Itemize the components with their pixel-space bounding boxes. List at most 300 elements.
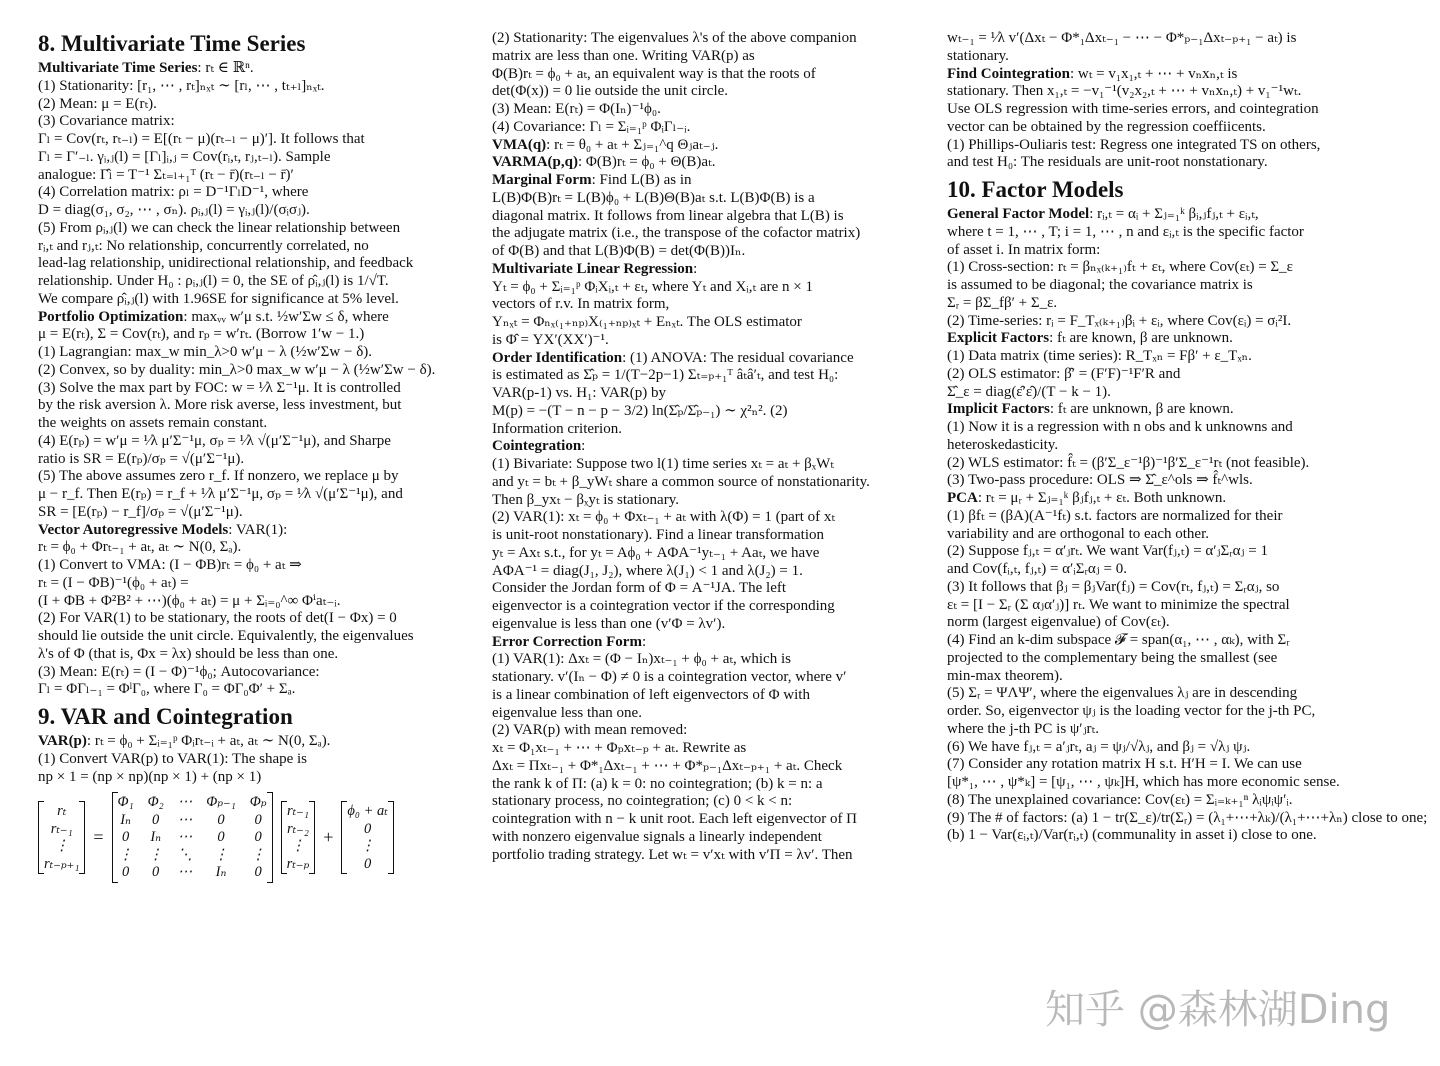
matrix-entry: 0: [254, 811, 262, 828]
line-text: stationary.: [947, 47, 1009, 64]
line-text: should lie outside the unit circle. Equivalently, the eigenvalues: [38, 628, 414, 644]
matrix-entry: Φₚ₋₁: [206, 794, 236, 811]
text-line: [38, 733, 483, 751]
line-text: (1) Bivariate: Suppose two l(1) time series xₜ = aₜ + βₓWₜ: [492, 456, 835, 472]
text-line: [947, 348, 1407, 366]
line-text: : rₜ = θ₀ + aₜ + Σⱼ₌₁^q Θⱼaₜ₋ⱼ.: [546, 136, 719, 153]
companion-matrix-equation: [38, 792, 483, 883]
matrix-entry: 0: [364, 855, 372, 872]
text-line: [492, 474, 937, 492]
line-text: yₜ = Axₜ s.t., for yₜ = Aϕ₀ + AΦA⁻¹yₜ₋₁ + Aaₜ, we have: [492, 544, 820, 561]
text-line: [38, 255, 483, 273]
text-line: [947, 206, 1407, 224]
term-label: Order Identification: [492, 349, 623, 366]
matrix-entry: rₜ₋ₚ: [286, 855, 310, 872]
plus-sign: +: [323, 827, 334, 847]
text-line: [492, 208, 937, 226]
line-text: : Φ(B)rₜ = ϕ₀ + Θ(B)aₜ.: [577, 154, 716, 171]
matrix-entry: Iₙ: [120, 811, 131, 828]
equals-sign: =: [93, 827, 104, 847]
line-text: : rₜ ∈ ℝⁿ.: [197, 60, 254, 76]
text-line: [38, 380, 483, 398]
line-text: (1) Data matrix (time series): R_Tₓₙ = Fβ′ + ε_Tₓₙ.: [947, 348, 1252, 364]
text-line: [947, 756, 1407, 774]
line-text: xₜ = Φ₁xₜ₋₁ + ⋯ + Φₚxₜ₋ₚ + aₜ. Rewrite as: [492, 740, 747, 756]
text-line: [947, 809, 1428, 828]
text-line: [38, 557, 483, 575]
text-line: [947, 295, 1407, 313]
text-line: [38, 131, 483, 149]
term-label: Cointegration: [492, 438, 582, 455]
text-line: [947, 614, 1407, 632]
line-text: :: [693, 260, 698, 277]
term-label: Error Correction Form: [492, 633, 642, 650]
text-line: [492, 829, 937, 847]
matrix-entry: rₜ₋ₚ₊₁: [44, 855, 80, 872]
line-text: min-max theorem).: [947, 667, 1063, 684]
line-text: variability and are orthogonal to each other.: [947, 525, 1209, 542]
line-text: portfolio trading strategy. Let wₜ = v′xₜ with v′Π = λv′. Then: [492, 846, 853, 863]
line-text: (b) 1 − Var(εᵢ,ₜ)/Var(rᵢ,ₜ) (communality in asset i) close to one.: [947, 827, 1317, 844]
line-text: (4) E(rₚ) = w′μ = ¹⁄λ μ′Σ⁻¹μ, σₚ = ¹⁄λ √(μ′Σ⁻¹μ), and Sharpe: [38, 432, 391, 449]
text-line: [492, 172, 937, 190]
text-line: [492, 634, 937, 652]
text-line: [492, 101, 937, 119]
text-line: [38, 326, 483, 344]
line-text: (1) Phillips-Ouliaris test: Regress one integrated TS on others,: [947, 136, 1321, 153]
matrix-entry: 0: [152, 811, 160, 828]
text-line: [947, 242, 1407, 260]
text-line: [492, 137, 937, 155]
text-line: [947, 774, 1407, 792]
line-text: (5) Σᵣ = ΨΛΨ′, where the eigenvalues λⱼ are in descending: [947, 685, 1298, 702]
line-text: of asset i. In matrix form:: [947, 241, 1101, 258]
matrix-entry: 0: [364, 820, 372, 837]
text-line: [947, 792, 1407, 810]
term-label: VARMA(p,q): [492, 154, 578, 171]
line-text: cointegration with n − k unit root. Each left eigenvector of Π: [492, 811, 858, 827]
text-line: [492, 563, 937, 581]
line-text: VAR(p-1) vs. H₁: VAR(p) by: [492, 385, 666, 401]
line-text: SR = [E(rₚ) − r_f]/σₚ = √(μ′Σ⁻¹μ).: [38, 503, 243, 520]
line-text: wₜ₋₁ = ¹⁄λ v′(Δxₜ − Φ*₁Δxₜ₋₁ − ⋯ − Φ*ₚ₋₁Δxₜ₋ₚ₊₁ − aₜ) is: [947, 30, 1297, 46]
line-text: (5) The above assumes zero r_f. If nonzero, we replace μ by: [38, 468, 399, 485]
text-line: [492, 385, 937, 403]
line-text: diagonal matrix. It follows from linear algebra that L(B) is: [492, 207, 844, 224]
line-text: (2) Mean: μ = E(rₜ).: [38, 95, 157, 112]
text-line: [38, 415, 483, 433]
line-text: (1) Now it is a regression with n obs and k unknowns and: [947, 419, 1293, 435]
text-line: [947, 579, 1407, 597]
matrix-entry: ⋱: [177, 846, 193, 863]
text-line: [947, 455, 1407, 473]
matrix-entry: ⋮: [360, 838, 375, 854]
line-text: : rᵢ,ₜ = αᵢ + Σⱼ₌₁ᵏ βᵢ,ⱼfⱼ,ₜ + εᵢ,ₜ,: [1089, 206, 1259, 222]
text-line: [492, 119, 937, 137]
line-text: (2) For VAR(1) to be stationary, the roots of det(I − Φx) = 0: [38, 610, 397, 627]
line-text: (2) WLS estimator: f̂ₜ = (β′Σ_ε⁻¹β)⁻¹β′Σ_ε⁻¹rₜ (not feasible).: [947, 454, 1310, 471]
matrix-entry: ⋮: [118, 846, 133, 863]
text-line: [38, 309, 483, 327]
line-text: (3) Covariance matrix:: [38, 113, 175, 130]
text-line: [38, 273, 483, 291]
line-text: (1) VAR(1): Δxₜ = (Φ − Iₙ)xₜ₋₁ + ϕ₀ + aₜ, which is: [492, 651, 791, 668]
text-line: [947, 703, 1407, 721]
line-text: eigenvalue is less than one (v′Φ = λv′).: [492, 615, 726, 632]
text-line: [38, 751, 483, 769]
term-label: VMA(q): [492, 136, 547, 153]
text-line: [947, 83, 1407, 101]
line-text: rₜ = (I − ΦB)⁻¹(ϕ₀ + aₜ) =: [38, 574, 189, 591]
text-line: [38, 60, 483, 78]
line-text: : VAR(1):: [228, 521, 288, 538]
text-line: [38, 113, 483, 131]
matrix-entry: rₜ₋₁: [286, 803, 309, 819]
line-text: (4) Find an k-dim subspace 𝓕 = span(α₁, ⋯ , αₖ), with Σᵣ: [947, 632, 1290, 648]
line-text: is estimated as Σ̂ₚ = 1/(T−2p−1) Σₜ₌ₚ₊₁ᵀ âₜâ′ₜ, and test H₀:: [492, 367, 839, 384]
line-text: ratio is SR = E(rₚ)/σₚ = √(μ′Σ⁻¹μ).: [38, 450, 245, 467]
line-text: : rₜ = ϕ₀ + Σᵢ₌₁ᵖ Φᵢrₜ₋ᵢ + aₜ, aₜ ∼ N(0, Σₐ).: [86, 733, 331, 749]
text-line: [38, 681, 483, 699]
line-text: (I + ΦB + Φ²B² + ⋯)(ϕ₀ + aₜ) = μ + Σᵢ₌₀^∞ Φⁱaₜ₋ᵢ.: [38, 592, 341, 609]
line-text: : fₜ are unknown, β are known.: [1049, 401, 1234, 418]
lagged-vector: [281, 801, 316, 874]
line-text: eigenvector is a cointegration vector if the corresponding: [492, 598, 835, 614]
matrix-entry: 0: [121, 864, 130, 881]
line-text: (3) It follows that βⱼ = βⱼVar(fⱼ) = Cov(rₜ, fⱼ,ₜ) = Σᵣαⱼ, so: [947, 578, 1280, 595]
line-text: vectors of r.v. In matrix form,: [492, 296, 670, 313]
text-line: [947, 632, 1407, 650]
line-text: Γₗ = Cov(rₜ, rₜ₋ₗ) = E[(rₜ − μ)(rₜ₋ₗ − μ)′]. It follows that: [38, 131, 365, 147]
line-text: (2) Convex, so by duality: min_λ>0 max_w w′μ − λ (½w′Σw − δ).: [38, 361, 436, 378]
line-text: (8) The unexplained covariance: Cov(εₜ) = Σᵢ₌ₖ₊₁ⁿ λᵢψᵢψ′ᵢ.: [947, 791, 1293, 808]
line-text: Γₗ = ΦΓₗ₋₁ = ΦˡΓ₀, where Γ₀ = ΦΓ₀Φ′ + Σₐ.: [38, 681, 296, 698]
line-text: is unit-root nonstationary). Find a linear transformation: [492, 527, 825, 543]
text-line: [38, 344, 483, 362]
line-text: (9) The # of factors: (a) 1 − tr(Σ_ε)/tr(Σᵣ) = (λ₁+⋯+λₖ)/(λ₁+⋯+λₙ) close to one;: [947, 809, 1428, 826]
section-heading: 8. Multivariate Time Series: [38, 31, 306, 56]
line-text: where the j-th PC is ψ′ⱼrₜ.: [947, 720, 1099, 737]
text-line: [38, 610, 483, 628]
text-line: [947, 543, 1407, 561]
line-text: μ = E(rₜ), Σ = Cov(rₜ), and rₚ = w′rₜ. (Borrow 1′w − 1.): [38, 326, 365, 343]
term-label: Implicit Factors: [947, 401, 1050, 418]
term-label: Explicit Factors: [947, 330, 1050, 347]
text-line: [947, 384, 1407, 402]
text-line: [492, 48, 937, 66]
matrix-entry: Iₙ: [150, 829, 162, 846]
line-text: Γₗ = Γ′₋ₗ. γᵢ,ⱼ(l) = [Γₗ]ᵢ,ⱼ = Cov(rᵢ,ₜ, rⱼ,ₜ₋ₗ). Sample: [38, 148, 331, 165]
text-line: [492, 296, 937, 314]
text-line: [947, 313, 1407, 331]
text-line: [492, 492, 937, 510]
line-text: the rank k of Π: (a) k = 0: no cointegration; (b) k = n: a: [492, 775, 823, 792]
text-line: [492, 705, 937, 723]
text-line: [38, 646, 483, 664]
line-text: (2) VAR(1): xₜ = ϕ₀ + Φxₜ₋₁ + aₜ with λ(Φ) = 1 (part of xₜ: [492, 509, 836, 526]
line-text: is assumed to be diagonal; the covariance matrix is: [947, 277, 1253, 293]
line-text: Σ̂_ε = diag(ε̂′ε̂)/(T − k − 1).: [947, 383, 1111, 400]
text-line: [38, 202, 483, 220]
text-line: [947, 30, 1407, 48]
text-line: [38, 486, 483, 504]
text-line: [947, 597, 1407, 615]
line-text: where t = 1, ⋯ , T; i = 1, ⋯ , n and εᵢ,ₜ is the specific factor: [947, 223, 1304, 240]
column-3: [947, 30, 1428, 845]
text-line: [492, 403, 937, 421]
matrix-entry: ⋯: [177, 811, 193, 828]
term-label: Vector Autoregressive Models: [38, 521, 229, 538]
text-line: [492, 154, 937, 172]
matrix-entry: 0: [217, 829, 225, 846]
column-2: [492, 30, 937, 864]
line-text: is a linear combination of left eigenvectors of Φ with: [492, 686, 810, 703]
line-text: Φ(B)rₜ = ϕ₀ + aₜ, an equivalent way is that the roots of: [492, 65, 816, 82]
text-line: [492, 190, 937, 208]
text-line: [947, 66, 1407, 84]
line-text: vector can be obtained by the regression coeffiicents.: [947, 118, 1266, 135]
line-text: Consider the Jordan form of Φ = A⁻¹JA. The left: [492, 580, 787, 597]
line-text: with nonzero eigenvalue signals a linearly independent: [492, 828, 822, 845]
term-label: VAR(p): [38, 733, 87, 749]
text-line: [492, 83, 937, 101]
line-text: matrix are less than one. Writing VAR(p) as: [492, 47, 755, 64]
term-label: PCA: [947, 490, 978, 506]
line-text: norm (largest eigenvalue) of Cov(εₜ).: [947, 614, 1170, 631]
text-line: [38, 522, 483, 540]
text-line: [947, 137, 1407, 155]
line-text: : maxᵥᵥ w′μ s.t. ½w′Σw ≤ δ, where: [183, 308, 389, 325]
text-line: [492, 509, 937, 527]
line-text: (3) Two-pass procedure: OLS ⇒ Σ̂_ε^ols ⇒ f̂ₜ^wls.: [947, 472, 1253, 489]
text-line: [38, 504, 483, 522]
text-line: [492, 456, 937, 474]
term-label: General Factor Model: [947, 206, 1090, 222]
line-text: Yₜ = ϕ₀ + Σᵢ₌₁ᵖ ΦᵢXᵢ,ₜ + εₜ, where Yₜ and Xᵢ,ₜ are n × 1: [492, 278, 813, 295]
line-text: and test H₀: The residuals are unit-root nonstationary.: [947, 154, 1268, 171]
line-text: (2) Suppose fⱼ,ₜ = α′ⱼrₜ. We want Var(fⱼ,ₜ) = α′ⱼΣᵣαⱼ = 1: [947, 543, 1268, 560]
line-text: [ψ*₁, ⋯ , ψ*ₖ] = [ψ₁, ⋯ , ψₖ]H, which has more economic sense.: [947, 774, 1340, 790]
text-line: [492, 616, 937, 634]
text-line: [492, 847, 937, 865]
matrix-entry: rₜ₋₁: [50, 820, 73, 837]
text-line: [492, 722, 937, 740]
text-line: [492, 261, 937, 279]
matrix-entry: rₜ₋₂: [286, 820, 309, 837]
line-text: is Φ̂ = YX′(XX′)⁻¹.: [492, 331, 609, 348]
line-text: M(p) = −(T − n − p − 3/2) ln(Σ̂ₚ/Σ̂ₚ₋₁) ∼ χ²ₙ². (2): [492, 402, 788, 419]
matrix-entry: ⋮: [213, 846, 229, 863]
matrix-entry: ⋯: [177, 864, 193, 881]
text-line: [947, 330, 1407, 348]
line-text: eigenvalue less than one.: [492, 704, 642, 721]
line-text: lead-lag relationship, unidirectional relationship, and feedback: [38, 255, 414, 272]
term-label: Multivariate Linear Regression: [492, 260, 694, 277]
line-text: : wₜ = v₁x₁,ₜ + ⋯ + vₙxₙ,ₜ is: [1069, 65, 1238, 82]
text-line: [947, 154, 1407, 172]
text-line: [38, 575, 483, 593]
line-text: relationship. Under H₀ : ρᵢ,ⱼ(l) = 0, the SE of ρ̂ᵢ,ⱼ(l) is 1/√T.: [38, 273, 389, 289]
line-text: (1) Stationarity: [r₁, ⋯ , rₜ]ₙₓₜ ∼ [rₗ, ⋯ , tₜ₊ₗ]ₙₓₜ.: [38, 77, 325, 94]
text-line: [38, 220, 483, 238]
text-line: [492, 314, 937, 332]
line-text: (2) VAR(p) with mean removed:: [492, 722, 688, 739]
text-line: [492, 545, 937, 563]
line-text: : fₜ are known, β are unknown.: [1049, 330, 1233, 347]
text-line: [492, 740, 937, 758]
text-line: [38, 433, 483, 451]
text-line: [492, 687, 937, 705]
text-line: [38, 149, 483, 167]
text-line: [492, 243, 937, 261]
term-label: Portfolio Optimization: [38, 308, 184, 325]
line-text: heteroskedasticity.: [947, 436, 1059, 453]
text-line: [492, 527, 937, 545]
matrix-entry: 0: [217, 811, 225, 828]
text-line: [38, 593, 483, 611]
matrix-entry: ⋯: [177, 829, 193, 846]
term-label: Marginal Form: [492, 172, 592, 188]
text-line: [947, 277, 1407, 295]
line-text: Δxₜ = Πxₜ₋₁ + Φ*₁Δxₜ₋₁ + ⋯ + Φ*ₚ₋₁Δxₜ₋ₚ₊₁ + aₜ. Check: [492, 757, 843, 774]
text-line: [38, 397, 483, 415]
line-text: by the risk aversion λ. More risk averse, less investment, but: [38, 397, 402, 414]
line-text: Use OLS regression with time-series errors, and cointegration: [947, 101, 1319, 117]
line-text: D = diag(σ₁, σ₂, ⋯ , σₙ). ρᵢ,ⱼ(l) = γᵢ,ⱼ(l)/(σᵢσⱼ).: [38, 202, 310, 218]
line-text: stationary. Then x₁,ₜ = −v₁⁻¹(v₂x₂,ₜ + ⋯ + vₙxₙ,ₜ) + v₁⁻¹wₜ.: [947, 83, 1302, 100]
text-line: [947, 119, 1407, 137]
line-text: the weights on assets remain constant.: [38, 415, 268, 431]
matrix-entry: Iₙ: [215, 864, 227, 881]
line-text: (3) Mean: E(rₜ) = Φ(Iₙ)⁻¹ϕ₀.: [492, 101, 661, 117]
text-line: [947, 490, 1407, 508]
constant-vector: [341, 801, 393, 874]
text-line: [947, 419, 1407, 437]
line-text: (5) From ρᵢ,ⱼ(l) we can check the linear relationship between: [38, 219, 401, 236]
line-text: stationary. v′(Iₙ − Φ) ≠ 0 is a cointegration vector, where v′: [492, 669, 847, 685]
line-text: projected to the complementary being the smallest (see: [947, 649, 1278, 666]
line-text: (2) Time-series: rᵢ = F_Tₓ₍ₖ₊₁₎βᵢ + εᵢ, where Cov(εᵢ) = σᵢ²I.: [947, 312, 1292, 329]
text-line: [947, 401, 1407, 419]
line-text: (1) Lagrangian: max_w min_λ>0 w′μ − λ (½w′Σw − δ).: [38, 344, 373, 360]
line-text: : (1) ANOVA: The residual covariance: [622, 349, 854, 366]
matrix-entry: Φₚ: [249, 794, 267, 811]
matrix-entry: 0: [121, 829, 130, 846]
matrix-entry: ϕ₀ + aₜ: [347, 803, 388, 819]
line-text: and yₜ = bₜ + β_yWₜ share a common source of nonstationarity.: [492, 473, 870, 490]
line-text: np × 1 = (np × np)(np × 1) + (np × 1): [38, 768, 262, 785]
text-line: [947, 650, 1407, 668]
line-text: Yₙₓₜ = Φₙₓ₍₁₊ₙₚ₎X₍₁₊ₙₚ₎ₓₜ + Eₙₓₜ. The OLS estimator: [492, 314, 802, 330]
companion-matrix: [112, 792, 273, 883]
text-line: [947, 48, 1407, 66]
line-text: εₜ = [I − Σᵣ (Σ αⱼα′ⱼ)] rₜ. We want to minimize the spectral: [947, 596, 1290, 613]
text-line: [492, 332, 937, 350]
text-line: [947, 739, 1407, 757]
matrix-entry: Φ₂: [147, 794, 164, 811]
line-text: (1) Cross-section: rₜ = βₙₓ₍ₖ₊₁₎fₜ + εₜ, where Cov(εₜ) = Σ_ε: [947, 259, 1293, 276]
text-line: [492, 279, 937, 297]
text-line: [947, 721, 1407, 739]
line-text: order. So, eigenvector ψⱼ is the loading vector for the j-th PC,: [947, 703, 1316, 719]
text-line: [38, 451, 483, 469]
matrix-entry: ⋯: [177, 794, 193, 811]
matrix-entry: ⋮: [148, 846, 163, 863]
line-text: the adjugate matrix (i.e., the transpose of the cofactor matrix): [492, 225, 861, 242]
text-line: [492, 793, 937, 811]
text-line: [947, 472, 1407, 490]
line-text: (4) Correlation matrix: ρₗ = D⁻¹ΓₗD⁻¹, where: [38, 184, 309, 201]
column-1: [38, 26, 483, 883]
line-text: :: [581, 438, 586, 455]
text-line: [492, 438, 937, 456]
line-text: stationary process, no cointegration; (c) 0 < k < n:: [492, 793, 793, 810]
text-line: [492, 66, 937, 84]
lhs-vector: [38, 801, 85, 874]
line-text: μ − r_f. Then E(rₚ) = r_f + ¹⁄λ μ′Σ⁻¹μ, σₚ = ¹⁄λ √(μ′Σ⁻¹μ), and: [38, 486, 403, 502]
text-line: [38, 167, 483, 185]
text-line: [38, 362, 483, 380]
matrix-entry: 0: [254, 829, 262, 846]
term-label: Multivariate Time Series: [38, 60, 198, 76]
text-line: [947, 366, 1407, 384]
line-text: We compare ρ̂ᵢ,ⱼ(l) with 1.96SE for significance at 5% level.: [38, 290, 399, 307]
text-line: [947, 259, 1407, 277]
matrix-entry: 0: [254, 864, 262, 881]
text-line: [492, 758, 937, 776]
text-line: [492, 350, 937, 368]
line-text: det(Φ(x)) = 0 lie outside the unit circle.: [492, 83, 729, 100]
matrix-entry: Φ₁: [117, 794, 134, 811]
line-text: (7) Consider any rotation matrix H s.t. H′H = I. We can use: [947, 756, 1302, 773]
text-line: [38, 664, 483, 682]
text-line: [947, 437, 1407, 455]
line-text: AΦA⁻¹ = diag(J₁, J₂), where λ(J₁) < 1 and λ(J₂) = 1.: [492, 562, 803, 579]
text-line: [492, 580, 937, 598]
line-text: Σᵣ = βΣ_fβ′ + Σ_ε.: [947, 294, 1058, 311]
text-line: [947, 224, 1407, 242]
line-text: : rₜ = μᵣ + Σⱼ₌₁ᵏ βⱼfⱼ,ₜ + εₜ. Both unknown.: [977, 490, 1227, 506]
line-text: Then β_yxₜ − βₓyₜ is stationary.: [492, 491, 679, 508]
matrix-entry: ⋮: [250, 846, 266, 863]
line-text: (2) Stationarity: The eigenvalues λ's of the above companion: [492, 30, 857, 46]
text-line: [38, 468, 483, 486]
text-line: [492, 421, 937, 439]
line-text: (1) βfₜ = (βA)(A⁻¹fₜ) s.t. factors are normalized for their: [947, 507, 1283, 524]
text-line: [492, 776, 937, 794]
text-line: [492, 30, 937, 48]
text-line: [492, 367, 937, 385]
text-line: [38, 769, 483, 787]
text-line: [38, 291, 483, 309]
line-text: (3) Mean: E(rₜ) = (I − Φ)⁻¹ϕ₀; Autocovariance:: [38, 663, 320, 680]
watermark: 知乎 @森林湖Ding: [1045, 987, 1391, 1033]
text-line: [947, 685, 1407, 703]
matrix-entry: rₜ: [57, 803, 67, 819]
text-line: [38, 78, 483, 96]
line-text: rᵢ,ₜ and rⱼ,ₜ: No relationship, concurrently correlated, no: [38, 237, 369, 254]
line-text: of Φ(B) and that L(B)Φ(B) = det(Φ(B))Iₙ.: [492, 243, 746, 259]
line-text: (1) Convert VAR(p) to VAR(1): The shape is: [38, 750, 308, 767]
line-text: :: [641, 633, 647, 650]
line-text: (4) Covariance: Γₗ = Σᵢ₌₁ᵖ ΦᵢΓₗ₋ᵢ.: [492, 118, 691, 135]
text-line: [492, 651, 937, 669]
line-text: and Cov(fᵢ,ₜ, fⱼ,ₜ) = α′ᵢΣᵣαⱼ = 0.: [947, 561, 1127, 577]
text-line: [38, 184, 483, 202]
text-line: [947, 101, 1407, 119]
text-line: [492, 669, 937, 687]
text-line: [492, 811, 937, 829]
